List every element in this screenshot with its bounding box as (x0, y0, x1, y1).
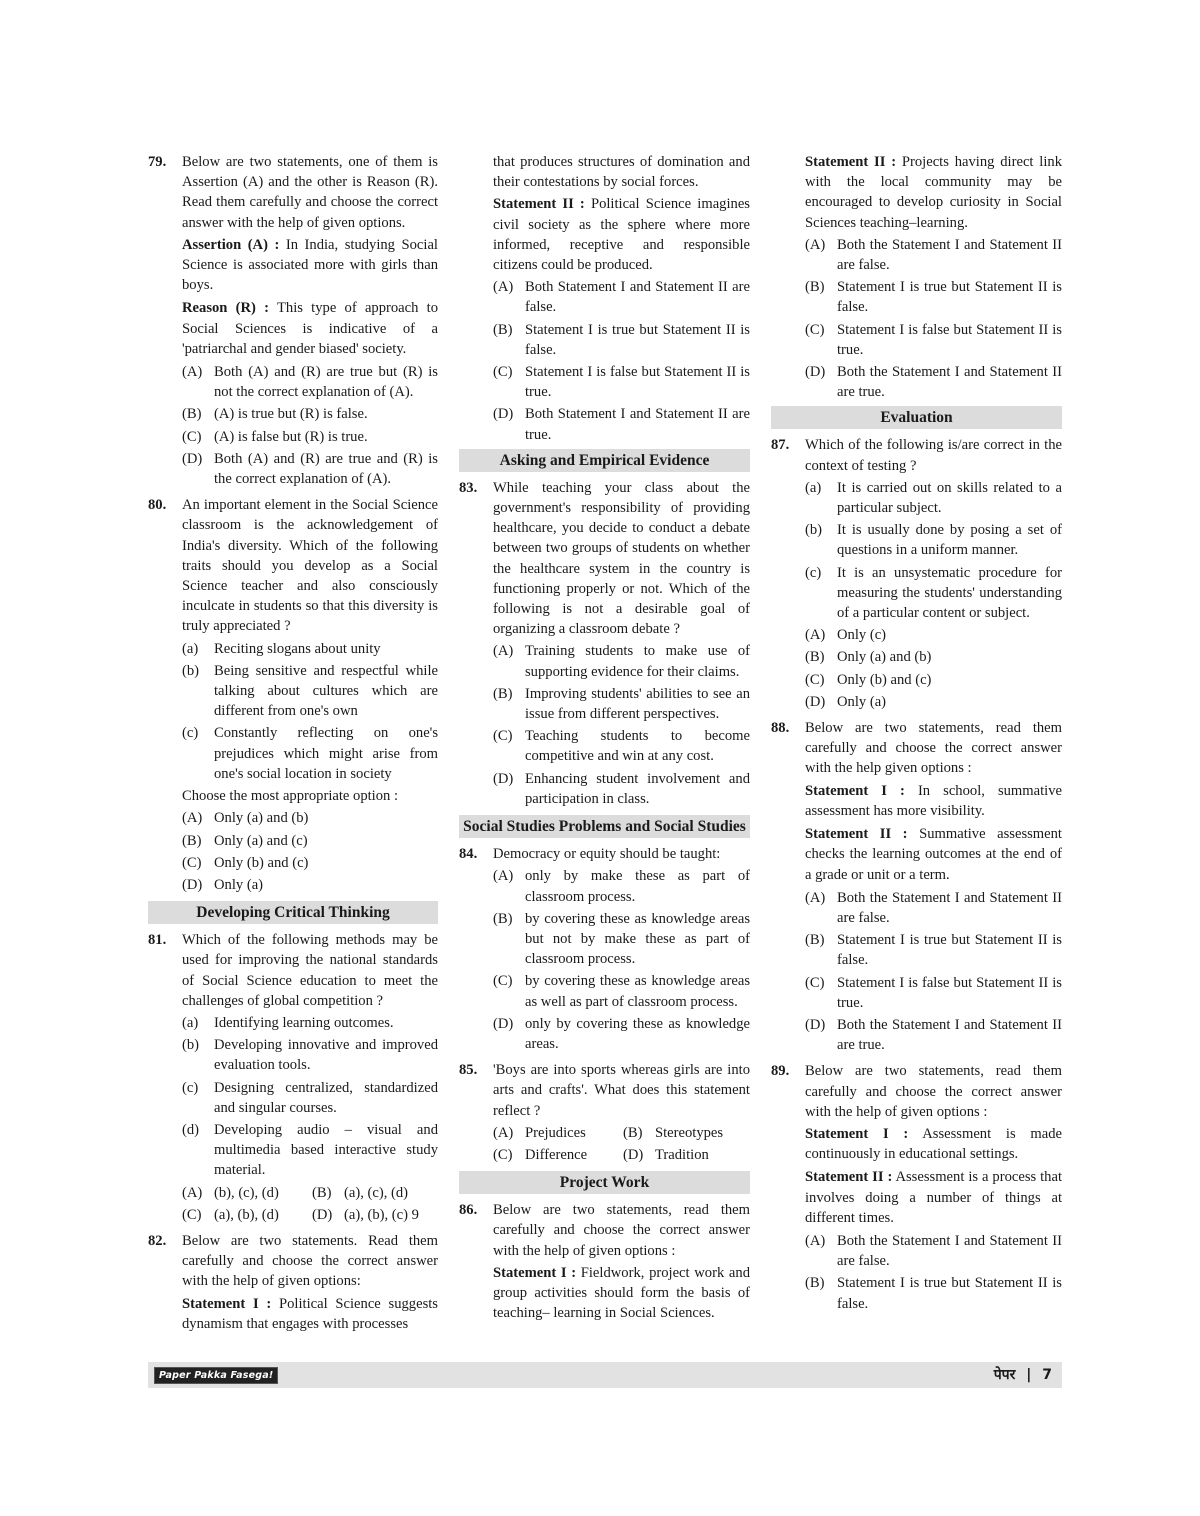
question-text: Below are two statements, one of them is Assertion (A) and the other is Reason (R). Read them carefully and choose the correct answer with the help of given options. (182, 154, 438, 231)
option: (C) Statement I is false but Statement II is true. (805, 974, 1062, 1011)
question-number: 87. (771, 437, 790, 454)
question-number: 89. (771, 1063, 790, 1080)
option: (A) Both (A) and (R) are true but (R) is not the correct explanation of (A). (182, 364, 438, 401)
statement-2: Statement II : Projects having direct link with the local community may be encouraged to develop curiosity in Social Sciences teaching–learning. (805, 154, 1062, 231)
option: (D) Both the Statement I and Statement II are true. (805, 1016, 1062, 1054)
options-grid (493, 1123, 750, 1167)
question-text: Below are two statements, read them carefully and choose the correct answer with the help of given options : (805, 1063, 1062, 1120)
option: (C) Teaching students to become competitive and win at any cost. (493, 728, 750, 765)
option: (C) by covering these as knowledge areas as well as part of classroom process. (493, 973, 750, 1010)
question-text: Below are two statements. Read them carefully and choose the correct answer with the help of given options: (182, 1232, 438, 1290)
option: (C) Statement I is false but Statement II is true. (805, 321, 1062, 358)
option: (C) Only (b) and (c) (805, 671, 932, 688)
option: (B) Statement I is true but Statement II is false. (493, 321, 750, 358)
statement-1-continued: that produces structures of domination and their contestations by social forces. (493, 154, 750, 191)
option: (B) Only (a) and (c) (182, 832, 308, 849)
section-heading-evaluation: Evaluation (771, 406, 1062, 429)
question-number: 88. (771, 720, 790, 737)
item: (b) Being sensitive and respectful while talking about cultures which are different from one's own (182, 662, 438, 720)
statement-2: Statement II : Political Science imagines civil society as the sphere where more informed, receptive and responsible citizens could be produced. (493, 196, 750, 274)
option: (B) by covering these as knowledge areas but not by make these as part of classroom process. (493, 910, 750, 968)
option: (D) (a), (b), (c) 9 (312, 1206, 419, 1223)
option: (A) Both the Statement I and Statement II are false. (805, 889, 1062, 926)
option: (C) (A) is false but (R) is true. (182, 428, 368, 445)
column-2 (459, 152, 750, 1330)
option: (A) Prejudices (493, 1124, 586, 1141)
option: (A) Only (c) (805, 627, 887, 644)
question-text: 'Boys are into sports whereas girls are into arts and crafts'. What does this statement reflect ? (493, 1062, 750, 1119)
section-heading-asking: Asking and Empirical Evidence (459, 449, 750, 472)
option: (B) (a), (c), (d) (312, 1184, 409, 1201)
question-number: 81. (148, 932, 167, 949)
option: (B) Statement I is true but Statement II is false. (805, 279, 1062, 316)
question-80 (148, 495, 438, 897)
item: (c) Designing centralized, standardized and singular courses. (182, 1079, 438, 1116)
page-info (994, 1365, 1052, 1384)
option: (B) Statement I is true but Statement II is false. (805, 1275, 1062, 1312)
option: (C) Statement I is false but Statement II is true. (493, 364, 750, 401)
question-text: Which of the following is/are correct in the context of testing ? (805, 437, 1062, 474)
column-3 (771, 152, 1062, 1320)
option: (C) Difference (493, 1146, 588, 1163)
page-footer (148, 1362, 1062, 1388)
question-number: 86. (459, 1202, 478, 1219)
option: (A) Both the Statement I and Statement II are false. (805, 1232, 1062, 1270)
question-86 (459, 1200, 750, 1326)
option: (A) Training students to make use of supporting evidence for their claims. (493, 643, 750, 680)
section-heading-critical-thinking: Developing Critical Thinking (148, 901, 438, 924)
item: (a) It is carried out on skills related to a particular subject. (805, 479, 1062, 517)
question-text: Below are two statements, read them carefully and choose the correct answer with the help given options : (805, 720, 1062, 777)
option: (A) (b), (c), (d) (182, 1184, 279, 1201)
question-number: 79. (148, 154, 167, 170)
option: (D) Both the Statement I and Statement II are true. (805, 364, 1062, 401)
option: (A) Only (a) and (b) (182, 810, 309, 827)
question-79 (148, 152, 438, 491)
question-number: 84. (459, 846, 478, 863)
question-number: 85. (459, 1062, 478, 1079)
option: (D) Only (a) (182, 876, 264, 893)
statement-1: Statement I : Assessment is made continuously in educational settings. (805, 1125, 1062, 1163)
section-heading-project-work: Project Work (459, 1171, 750, 1194)
option: (D) Enhancing student involvement and participation in class. (493, 770, 750, 807)
question-84 (459, 844, 750, 1056)
reason: Reason (R) : This type of approach to Social Sciences is indicative of a 'patriarchal and gender biased' society. (182, 300, 439, 357)
question-83 (459, 478, 750, 811)
option: (D) Both (A) and (R) are true and (R) is the correct explanation of (A). (182, 450, 438, 488)
statement-1: Statement I : Political Science suggests dynamism that engages with processes (182, 1295, 438, 1332)
brand-logo: Paper Pakka Fasega! (154, 1367, 278, 1384)
item: (c) It is an unsystematic procedure for measuring the students' understanding of a particular content or subject. (805, 564, 1062, 622)
item: (d) Developing audio – visual and multimedia based interactive study material. (182, 1121, 438, 1179)
question-85 (459, 1060, 750, 1167)
question-number: 83. (459, 479, 478, 496)
statement-2: Statement II : Summative assessment checks the learning outcomes at the end of a grade or unit or a term. (805, 826, 1062, 883)
option: (D) Both Statement I and Statement II are true. (493, 406, 750, 443)
question-text: An important element in the Social Science classroom is the acknowledgement of India's diversity. Which of the following traits should you develop as a Social Science teacher and also consciously inculcate in students so that this diversity is truly appreciated ? (182, 497, 438, 635)
question-prompt: Choose the most appropriate option : (182, 788, 399, 805)
section-heading-social-studies: Social Studies Problems and Social Studies (459, 815, 750, 838)
page-separator: | (1026, 1367, 1032, 1383)
question-82 (148, 1231, 438, 1337)
question-text: Which of the following methods may be used for improving the national standards of Social Science education to meet the challenges of global competition ? (182, 932, 438, 1009)
item: (a) Identifying learning outcomes. (182, 1014, 394, 1031)
question-88 (771, 718, 1062, 1057)
option: (A) only by make these as part of classroom process. (493, 868, 750, 905)
option: (B) (A) is true but (R) is false. (182, 406, 368, 423)
option: (A) Both Statement I and Statement II are false. (493, 279, 750, 316)
option: (B) Only (a) and (b) (805, 649, 932, 666)
option: (B) Statement I is true but Statement II is false. (805, 932, 1062, 969)
item: (c) Constantly reflecting on one's prejudices which might arise from one's social location in society (182, 725, 438, 782)
item: (b) Developing innovative and improved evaluation tools. (182, 1037, 438, 1074)
option: (B) Stereotypes (623, 1124, 724, 1141)
assertion: Assertion (A) : In India, studying Social Science is associated more with girls than boys. (182, 236, 438, 294)
statement-1: Statement I : In school, summative assessment has more visibility. (805, 782, 1062, 819)
question-text: Below are two statements, read them carefully and choose the correct answer with the help of given options : (493, 1202, 750, 1259)
statement-1: Statement I : Fieldwork, project work and group activities should form the basis of teaching– learning in Social Sciences. (493, 1264, 750, 1322)
option: (D) only by covering these as knowledge areas. (493, 1015, 750, 1052)
question-text: While teaching your class about the government's responsibility of providing healthcare, you decide to conduct a debate between two groups of students on whether the healthcare system in the country is functioning properly or not. Which of the following is not a desirable goal of organizing a classroom debate ? (493, 479, 750, 638)
statement-2: Statement II : Assessment is a process that involves doing a number of things at different times. (805, 1169, 1062, 1226)
question-number: 82. (148, 1232, 167, 1249)
options-grid (182, 1183, 438, 1227)
item: (a) Reciting slogans about unity (182, 640, 381, 657)
question-81 (148, 930, 438, 1227)
item: (b) It is usually done by posing a set of questions in a uniform manner. (805, 522, 1062, 559)
page-number: 7 (1042, 1367, 1052, 1383)
option: (A) Both the Statement I and Statement II are false. (805, 236, 1062, 274)
option: (D) Tradition (623, 1146, 709, 1163)
option: (B) Improving students' abilities to see an issue from different perspectives. (493, 685, 750, 723)
question-number: 80. (148, 497, 167, 514)
option: (C) (a), (b), (d) (182, 1206, 279, 1223)
option: (D) Only (a) (805, 693, 887, 710)
option: (C) Only (b) and (c) (182, 854, 309, 871)
question-87 (771, 435, 1062, 714)
column-1 (148, 152, 438, 1341)
question-text: Democracy or equity should be taught: (493, 846, 721, 863)
page-label: पेपर (993, 1367, 1016, 1383)
question-89 (771, 1061, 1062, 1315)
